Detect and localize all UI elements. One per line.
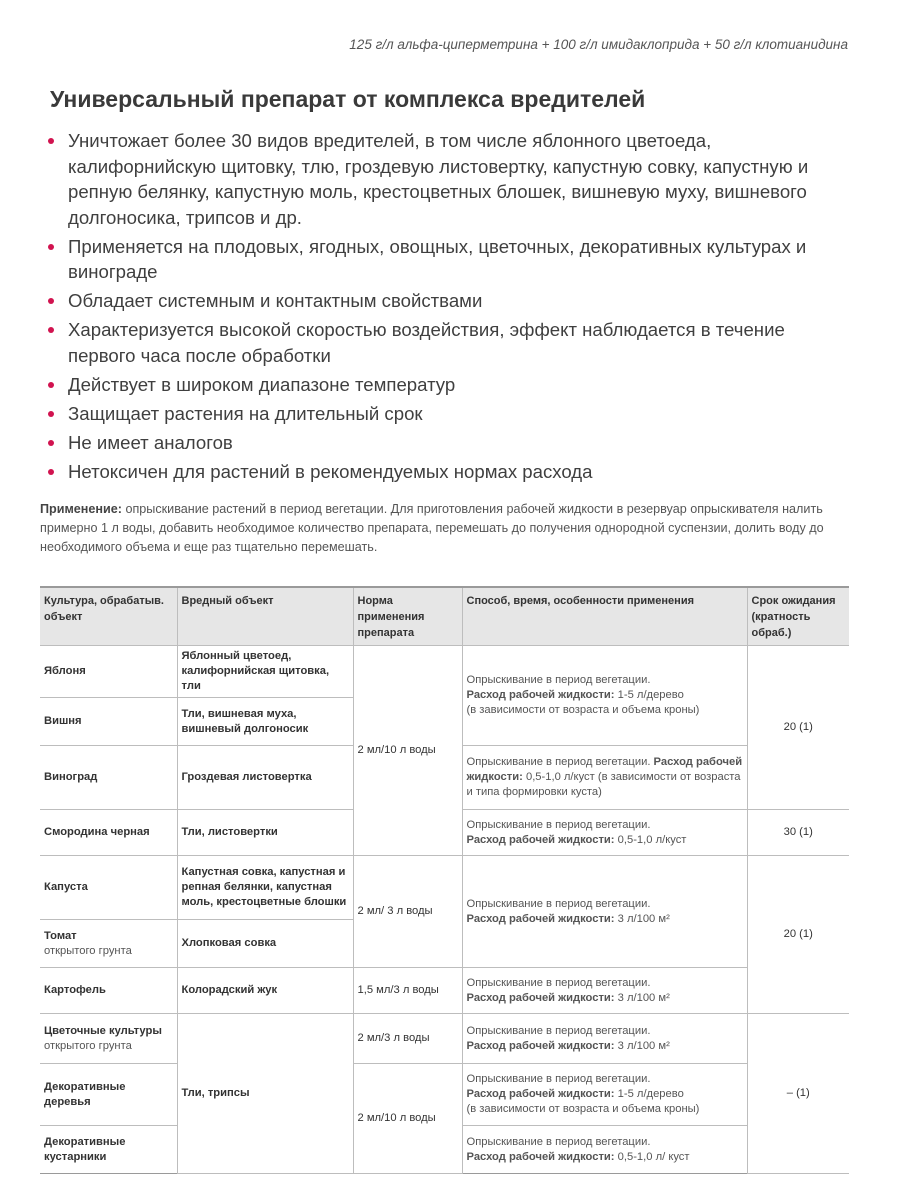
list-item: Защищает растения на длительный срок xyxy=(36,401,856,427)
rate-cabbage-tomato: 2 мл/ 3 л воды xyxy=(353,856,462,968)
method-value: 0,5-1,0 л/куст (в зависимости от возраста и типа формировки куста) xyxy=(466,771,741,798)
application-label: Применение: xyxy=(40,502,122,516)
crop-tomato-sub: открытого грунта xyxy=(44,944,132,957)
pest-cherry: Тли, вишневая муха, вишневый долгоносик xyxy=(177,698,353,746)
method-spray: Опрыскивание в период вегетации. xyxy=(466,1073,651,1085)
method-value: 0,5-1,0 л/ куст xyxy=(617,1150,690,1163)
method-label: Расход рабочей жидкости: xyxy=(466,1039,615,1052)
method-trees xyxy=(462,1064,747,1126)
method-value: 0,5-1,0 л/куст xyxy=(617,833,687,846)
method-apple-cherry xyxy=(462,646,747,746)
pest-ornamental: Тли, трипсы xyxy=(177,1014,353,1174)
method-note: (в зависимости от возраста и объема кроны) xyxy=(466,1103,700,1115)
method-spray: Опрыскивание в период вегетации. xyxy=(466,818,651,831)
list-item: Не имеет аналогов xyxy=(36,430,856,456)
list-item: Уничтожает более 30 видов вредителей, в том числе яблонного цветоеда, калифорнийскую щитовку, тлю, гроздевую листовертку, капустную совку, капустную и репную белянку, капустную моль, крестоцветных блошек, вишневую муху, вишневого долгоносика, трипсов и др. xyxy=(36,128,856,230)
method-currant xyxy=(462,810,747,856)
method-value: 1-5 л/дерево xyxy=(617,1088,684,1100)
list-item: Применяется на плодовых, ягодных, овощных, цветочных, декоративных культурах и винограде xyxy=(36,234,856,285)
wait-fruit: 20 (1) xyxy=(747,646,849,810)
table-row xyxy=(40,646,849,698)
crop-flowers xyxy=(40,1014,177,1064)
crop-trees: Декоративные деревья xyxy=(40,1064,177,1126)
method-spray: Опрыскивание в период вегетации. xyxy=(466,897,651,910)
application-text: опрыскивание растений в период вегетации. Для приготовления рабочей жидкости в резервуар опрыскивателя налить примерно 1 л воды, добавить необходимое количество препарата, перемешать до получения однородной суспензии, долить воду до необходимого объема и еще раз тщательно перемешать. xyxy=(40,502,824,554)
pest-apple: Яблонный цветоед, калифорнийская щитовка, тли xyxy=(177,646,353,698)
method-spray: Опрыскивание в период вегетации. xyxy=(466,674,651,686)
table-row xyxy=(40,1064,849,1126)
method-label: Расход рабочей жидкости: xyxy=(466,1150,615,1163)
method-value: 3 л/100 м² xyxy=(617,991,670,1004)
list-item: Характеризуется высокой скоростью воздействия, эффект наблюдается в течение первого часа после обработки xyxy=(36,317,856,368)
pest-grape: Гроздевая листовертка xyxy=(177,746,353,810)
method-grape xyxy=(462,746,747,810)
crop-tomato xyxy=(40,920,177,968)
crop-flowers-label: Цветочные культуры xyxy=(44,1024,162,1037)
method-label: Расход рабочей жидкости: xyxy=(466,1088,615,1100)
method-spray: Опрыскивание в период вегетации. xyxy=(466,1135,651,1148)
method-cabbage-tomato xyxy=(462,856,747,968)
crop-potato: Картофель xyxy=(40,968,177,1014)
rate-trees-shrubs: 2 мл/10 л воды xyxy=(353,1064,462,1174)
crop-cabbage: Капуста xyxy=(40,856,177,920)
method-flowers xyxy=(462,1014,747,1064)
method-label: Расход рабочей жидкости: xyxy=(466,689,615,701)
table-header-row xyxy=(40,587,849,646)
header-method: Способ, время, особенности применения xyxy=(462,587,747,646)
pest-potato: Колорадский жук xyxy=(177,968,353,1014)
header-pest: Вредный объект xyxy=(177,587,353,646)
list-item: Нетоксичен для растений в рекомендуемых нормах расхода xyxy=(36,459,856,485)
method-label: Расход рабочей жидкости: xyxy=(466,756,743,783)
method-label: Расход рабочей жидкости: xyxy=(466,833,615,846)
crop-flowers-sub: открытого грунта xyxy=(44,1039,132,1052)
rate-flowers: 2 мл/3 л воды xyxy=(353,1014,462,1064)
wait-currant: 30 (1) xyxy=(747,810,849,856)
method-value: 3 л/100 м² xyxy=(617,912,670,925)
pest-currant: Тли, листовертки xyxy=(177,810,353,856)
list-item: Действует в широком диапазоне температур xyxy=(36,372,856,398)
rate-potato: 1,5 мл/3 л воды xyxy=(353,968,462,1014)
method-label: Расход рабочей жидкости: xyxy=(466,912,615,925)
header-rate: Норма применения препарата xyxy=(353,587,462,646)
crop-shrubs: Декоративные кустарники xyxy=(40,1126,177,1174)
crop-apple: Яблоня xyxy=(40,646,177,698)
method-potato xyxy=(462,968,747,1014)
crop-currant: Смородина черная xyxy=(40,810,177,856)
table-row xyxy=(40,1014,849,1064)
method-shrubs xyxy=(462,1126,747,1174)
rate-fruit: 2 мл/10 л воды xyxy=(353,646,462,856)
table-row xyxy=(40,856,849,920)
method-value: 3 л/100 м² xyxy=(617,1039,670,1052)
crop-tomato-label: Томат xyxy=(44,929,77,942)
method-value: 1-5 л/дерево xyxy=(617,689,684,701)
method-spray: Опрыскивание в период вегетации. xyxy=(466,976,651,989)
feature-list xyxy=(36,128,856,488)
usage-table xyxy=(40,586,849,1174)
header-crop: Культура, обрабатыв. объект xyxy=(40,587,177,646)
header-wait: Срок ожидания (кратность обраб.) xyxy=(747,587,849,646)
wait-vegetables: 20 (1) xyxy=(747,856,849,1014)
table-row xyxy=(40,968,849,1014)
method-spray: Опрыскивание в период вегетации. xyxy=(466,1024,651,1037)
wait-ornamental: – (1) xyxy=(747,1014,849,1174)
pest-cabbage: Капустная совка, капустная и репная белянки, капустная моль, крестоцветные блошки xyxy=(177,856,353,920)
application-paragraph xyxy=(40,500,852,557)
method-spray: Опрыскивание в период вегетации. xyxy=(466,756,651,768)
crop-cherry: Вишня xyxy=(40,698,177,746)
pest-tomato: Хлопковая совка xyxy=(177,920,353,968)
method-note: (в зависимости от возраста и объема кроны) xyxy=(466,704,700,716)
crop-grape: Виноград xyxy=(40,746,177,810)
list-item: Обладает системным и контактным свойствами xyxy=(36,288,856,314)
page-title: Универсальный препарат от комплекса вредителей xyxy=(50,86,646,112)
method-label: Расход рабочей жидкости: xyxy=(466,991,615,1004)
composition-line: 125 г/л альфа-циперметрина + 100 г/л имидаклоприда + 50 г/л клотианидина xyxy=(349,37,848,52)
